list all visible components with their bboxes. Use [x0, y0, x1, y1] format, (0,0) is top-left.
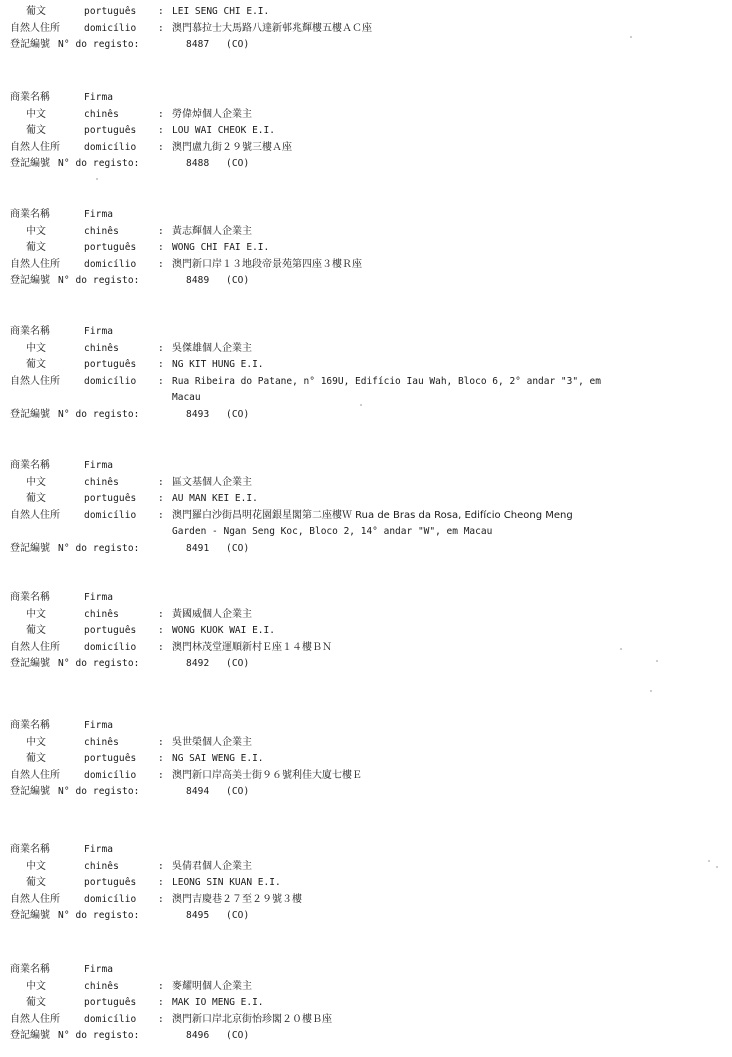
value-registo-suffix: (CO) [226, 543, 250, 554]
entry-chines-row [0, 107, 732, 123]
label-portugues-zh: 葡文 [26, 242, 46, 254]
entry-chines-row [0, 735, 732, 751]
label-registo-pt: N° do registo: [58, 275, 140, 287]
label-firma-zh: 商業名稱 [10, 720, 50, 731]
value-registo-suffix: (CO) [226, 409, 250, 420]
entry-firma-row [0, 324, 732, 340]
label-registo-pt: N° do registo: [58, 910, 140, 922]
label-firma-zh: 商業名稱 [10, 592, 50, 603]
colon-separator: : [158, 877, 164, 889]
entry-portugues-row [0, 491, 732, 507]
entry-firma-row [0, 590, 732, 606]
value-domicilio: 澳門盧九街２９號三樓Ａ座 [172, 141, 292, 153]
entry-registo-row [0, 784, 732, 800]
colon-separator: : [158, 242, 164, 254]
scan-speck [708, 860, 710, 862]
entry-registo-row [0, 908, 732, 924]
label-domicilio-zh: 自然人住所 [10, 509, 60, 521]
colon-separator: : [158, 997, 164, 1009]
value-registo-number: 8496 [186, 1030, 210, 1042]
label-domicilio-pt: domicílio [84, 1013, 137, 1025]
label-firma-pt: Firma [84, 844, 114, 855]
label-chines-pt: chinês [84, 860, 119, 872]
label-domicilio-pt: domicílio [84, 893, 137, 905]
label-chines-zh: 中文 [26, 980, 46, 992]
entry-chines-row [0, 979, 732, 995]
value-portugues: NG KIT HUNG E.I. [172, 359, 264, 371]
colon-separator: : [158, 860, 164, 872]
entry-registo-row [0, 656, 732, 672]
colon-separator: : [158, 641, 164, 653]
value-domicilio: 澳門慕拉士大馬路八達新邨兆輝樓五樓ＡＣ座 [172, 22, 372, 34]
colon-separator: : [158, 125, 164, 137]
entry-domicilio-row [0, 257, 732, 273]
value-portugues: AU MAN KEI E.I. [172, 493, 258, 505]
entry-chines-row [0, 475, 732, 491]
scan-speck [96, 178, 98, 180]
label-portugues-pt: português [84, 625, 137, 637]
entry-portugues-row [0, 623, 732, 639]
label-registo-zh: 登記編號 [10, 39, 50, 51]
entry-firma-row [0, 962, 732, 978]
value-chines: 黃志輝個人企業主 [172, 225, 252, 237]
entry-chines-row [0, 224, 732, 240]
label-chines-zh: 中文 [26, 225, 46, 237]
label-domicilio-zh: 自然人住所 [10, 141, 60, 153]
entry-portugues-row [0, 875, 732, 891]
label-domicilio-pt: domicílio [84, 258, 137, 270]
colon-separator: : [158, 375, 164, 387]
label-portugues-pt: português [84, 753, 137, 765]
label-registo-pt: N° do registo: [58, 1030, 140, 1042]
scan-speck [620, 648, 622, 650]
colon-separator: : [158, 258, 164, 270]
label-firma-pt: Firma [84, 326, 114, 337]
colon-separator: : [158, 476, 164, 488]
label-registo-pt: N° do registo: [58, 543, 140, 554]
label-domicilio-pt: domicílio [84, 375, 137, 387]
value-chines: 吳倩君個人企業主 [172, 860, 252, 872]
label-domicilio-pt: domicílio [84, 509, 137, 521]
label-firma-pt: Firma [84, 964, 114, 975]
entry-domicilio-row [0, 892, 732, 908]
value-registo-suffix: (CO) [226, 1030, 250, 1042]
value-domicilio: 澳門林茂堂運順新村Ｅ座１４樓ＢＮ [172, 641, 332, 653]
entry-domicilio-row [0, 140, 732, 156]
colon-separator: : [158, 753, 164, 765]
value-domicilio: 澳門羅白沙街昌明花園銀星閣第二座樓Ｗ Rua de Bras da Rosa, Edifício Cheong Meng [172, 509, 573, 521]
entry-domicilio-continuation [0, 524, 732, 540]
value-portugues: LEI SENG CHI E.I. [172, 6, 270, 17]
colon-separator: : [158, 6, 164, 17]
colon-separator: : [158, 225, 164, 237]
label-registo-zh: 登記編號 [10, 543, 50, 554]
label-portugues-zh: 葡文 [26, 753, 46, 765]
label-registo-pt: N° do registo: [58, 658, 140, 670]
label-portugues-pt: português [84, 6, 137, 17]
label-portugues-zh: 葡文 [26, 125, 46, 137]
entry-domicilio-row [0, 21, 732, 37]
value-registo-suffix: (CO) [226, 910, 250, 922]
entry-firma-row [0, 207, 732, 223]
label-chines-zh: 中文 [26, 608, 46, 620]
label-portugues-pt: português [84, 877, 137, 889]
value-registo-number: 8493 [186, 409, 210, 420]
value-chines: 區文基個人企業主 [172, 476, 252, 488]
entry-domicilio-continuation [0, 390, 732, 406]
entry-chines-row [0, 341, 732, 357]
label-chines-zh: 中文 [26, 476, 46, 488]
colon-separator: : [158, 769, 164, 781]
colon-separator: : [158, 980, 164, 992]
label-firma-zh: 商業名稱 [10, 209, 50, 220]
value-registo-number: 8491 [186, 543, 210, 554]
entry-domicilio-row [0, 508, 732, 524]
entry-firma-row [0, 718, 732, 734]
value-domicilio: Garden - Ngan Seng Koc, Bloco 2, 14° andar "W", em Macau [172, 526, 493, 538]
entry-portugues-row [0, 240, 732, 256]
label-domicilio-pt: domicílio [84, 641, 137, 653]
label-domicilio-zh: 自然人住所 [10, 375, 60, 387]
value-registo-suffix: (CO) [226, 275, 250, 287]
label-firma-zh: 商業名稱 [10, 326, 50, 337]
label-domicilio-zh: 自然人住所 [10, 641, 60, 653]
entry-portugues-row [0, 995, 732, 1011]
colon-separator: : [158, 493, 164, 505]
value-registo-number: 8489 [186, 275, 210, 287]
entry-portugues-row [0, 123, 732, 139]
colon-separator: : [158, 893, 164, 905]
label-chines-zh: 中文 [26, 860, 46, 872]
label-domicilio-pt: domicílio [84, 141, 137, 153]
entry-domicilio-row [0, 1012, 732, 1028]
label-registo-zh: 登記編號 [10, 409, 50, 420]
label-firma-zh: 商業名稱 [10, 844, 50, 855]
colon-separator: : [158, 141, 164, 153]
label-chines-pt: chinês [84, 980, 119, 992]
label-chines-zh: 中文 [26, 342, 46, 354]
value-domicilio: 澳門新口岸１３地段帝景苑第四座３樓Ｒ座 [172, 258, 362, 270]
label-chines-pt: chinês [84, 225, 119, 237]
entry-domicilio-row [0, 768, 732, 784]
label-domicilio-zh: 自然人住所 [10, 258, 60, 270]
entry-registo-row [0, 273, 732, 289]
value-registo-number: 8492 [186, 658, 210, 670]
label-firma-pt: Firma [84, 92, 114, 103]
value-domicilio: 澳門吉慶巷２７至２９號３樓 [172, 893, 302, 905]
colon-separator: : [158, 736, 164, 748]
label-portugues-pt: português [84, 242, 137, 254]
label-domicilio-zh: 自然人住所 [10, 769, 60, 781]
label-domicilio-zh: 自然人住所 [10, 893, 60, 905]
label-firma-pt: Firma [84, 720, 114, 731]
value-chines: 黃國威個人企業主 [172, 608, 252, 620]
scan-speck [716, 866, 718, 868]
label-portugues-zh: 葡文 [26, 359, 46, 371]
label-registo-zh: 登記編號 [10, 158, 50, 170]
label-chines-pt: chinês [84, 736, 119, 748]
label-portugues-zh: 葡文 [26, 877, 46, 889]
label-domicilio-zh: 自然人住所 [10, 1013, 60, 1025]
label-chines-zh: 中文 [26, 736, 46, 748]
value-domicilio: Rua Ribeira do Patane, n° 169U, Edifício Iau Wah, Bloco 6, 2° andar "3", em [172, 375, 601, 387]
value-chines: 麥耀明個人企業主 [172, 980, 252, 992]
entry-firma-row [0, 458, 732, 474]
value-registo-suffix: (CO) [226, 39, 250, 51]
label-portugues-pt: português [84, 359, 137, 371]
colon-separator: : [158, 1013, 164, 1025]
label-firma-zh: 商業名稱 [10, 460, 50, 471]
value-registo-number: 8488 [186, 158, 210, 170]
entry-firma-row [0, 90, 732, 106]
value-registo-suffix: (CO) [226, 158, 250, 170]
label-firma-pt: Firma [84, 592, 114, 603]
value-chines: 吳世榮個人企業主 [172, 736, 252, 748]
entry-portugues-row [0, 4, 732, 20]
value-domicilio: 澳門新口岸高美士街９６號利佳大廈七樓Ｅ [172, 769, 362, 781]
value-registo-number: 8487 [186, 39, 210, 51]
label-portugues-pt: português [84, 493, 137, 505]
scan-speck [360, 404, 362, 406]
value-portugues: WONG KUOK WAI E.I. [172, 625, 275, 637]
entry-portugues-row [0, 357, 732, 373]
value-portugues: MAK IO MENG E.I. [172, 997, 264, 1009]
label-portugues-zh: 葡文 [26, 625, 46, 637]
entry-domicilio-row [0, 640, 732, 656]
label-registo-pt: N° do registo: [58, 786, 140, 798]
label-firma-pt: Firma [84, 460, 114, 471]
entry-registo-row [0, 156, 732, 172]
entry-firma-row [0, 842, 732, 858]
label-domicilio-pt: domicílio [84, 769, 137, 781]
scan-speck [630, 36, 632, 38]
entry-portugues-row [0, 751, 732, 767]
entry-registo-row [0, 541, 732, 557]
value-domicilio: 澳門新口岸北京街怡珍閣２０樓Ｂ座 [172, 1013, 332, 1025]
entry-registo-row [0, 1028, 732, 1044]
scan-speck [656, 660, 658, 662]
colon-separator: : [158, 359, 164, 371]
label-chines-pt: chinês [84, 342, 119, 354]
value-chines: 勞偉焯個人企業主 [172, 108, 252, 120]
value-registo-number: 8494 [186, 786, 210, 798]
label-domicilio-zh: 自然人住所 [10, 22, 60, 34]
entry-registo-row [0, 407, 732, 423]
value-registo-number: 8495 [186, 910, 210, 922]
label-registo-pt: N° do registo: [58, 409, 140, 420]
value-registo-suffix: (CO) [226, 786, 250, 798]
colon-separator: : [158, 342, 164, 354]
value-portugues: LOU WAI CHEOK E.I. [172, 125, 275, 137]
entry-domicilio-row [0, 374, 732, 390]
label-domicilio-pt: domicílio [84, 22, 137, 34]
label-portugues-pt: português [84, 997, 137, 1009]
label-chines-pt: chinês [84, 108, 119, 120]
colon-separator: : [158, 509, 164, 521]
label-registo-zh: 登記編號 [10, 786, 50, 798]
entry-chines-row [0, 607, 732, 623]
entry-chines-row [0, 859, 732, 875]
label-firma-zh: 商業名稱 [10, 964, 50, 975]
value-registo-suffix: (CO) [226, 658, 250, 670]
label-chines-pt: chinês [84, 476, 119, 488]
label-portugues-zh: 葡文 [26, 493, 46, 505]
colon-separator: : [158, 625, 164, 637]
label-registo-zh: 登記編號 [10, 275, 50, 287]
label-portugues-zh: 葡文 [26, 997, 46, 1009]
label-registo-zh: 登記編號 [10, 658, 50, 670]
value-portugues: LEONG SIN KUAN E.I. [172, 877, 281, 889]
label-portugues-pt: português [84, 125, 137, 137]
label-chines-zh: 中文 [26, 108, 46, 120]
label-firma-zh: 商業名稱 [10, 92, 50, 103]
value-portugues: WONG CHI FAI E.I. [172, 242, 270, 254]
label-portugues-zh: 葡文 [26, 6, 46, 17]
label-registo-pt: N° do registo: [58, 158, 140, 170]
label-registo-zh: 登記編號 [10, 910, 50, 922]
label-registo-zh: 登記編號 [10, 1030, 50, 1042]
colon-separator: : [158, 22, 164, 34]
value-chines: 吳傑雄個人企業主 [172, 342, 252, 354]
value-portugues: NG SAI WENG E.I. [172, 753, 264, 765]
scan-speck [650, 690, 652, 692]
label-firma-pt: Firma [84, 209, 114, 220]
value-domicilio: Macau [172, 392, 201, 404]
entry-registo-row [0, 37, 732, 53]
label-registo-pt: N° do registo: [58, 39, 140, 51]
colon-separator: : [158, 608, 164, 620]
colon-separator: : [158, 108, 164, 120]
label-chines-pt: chinês [84, 608, 119, 620]
